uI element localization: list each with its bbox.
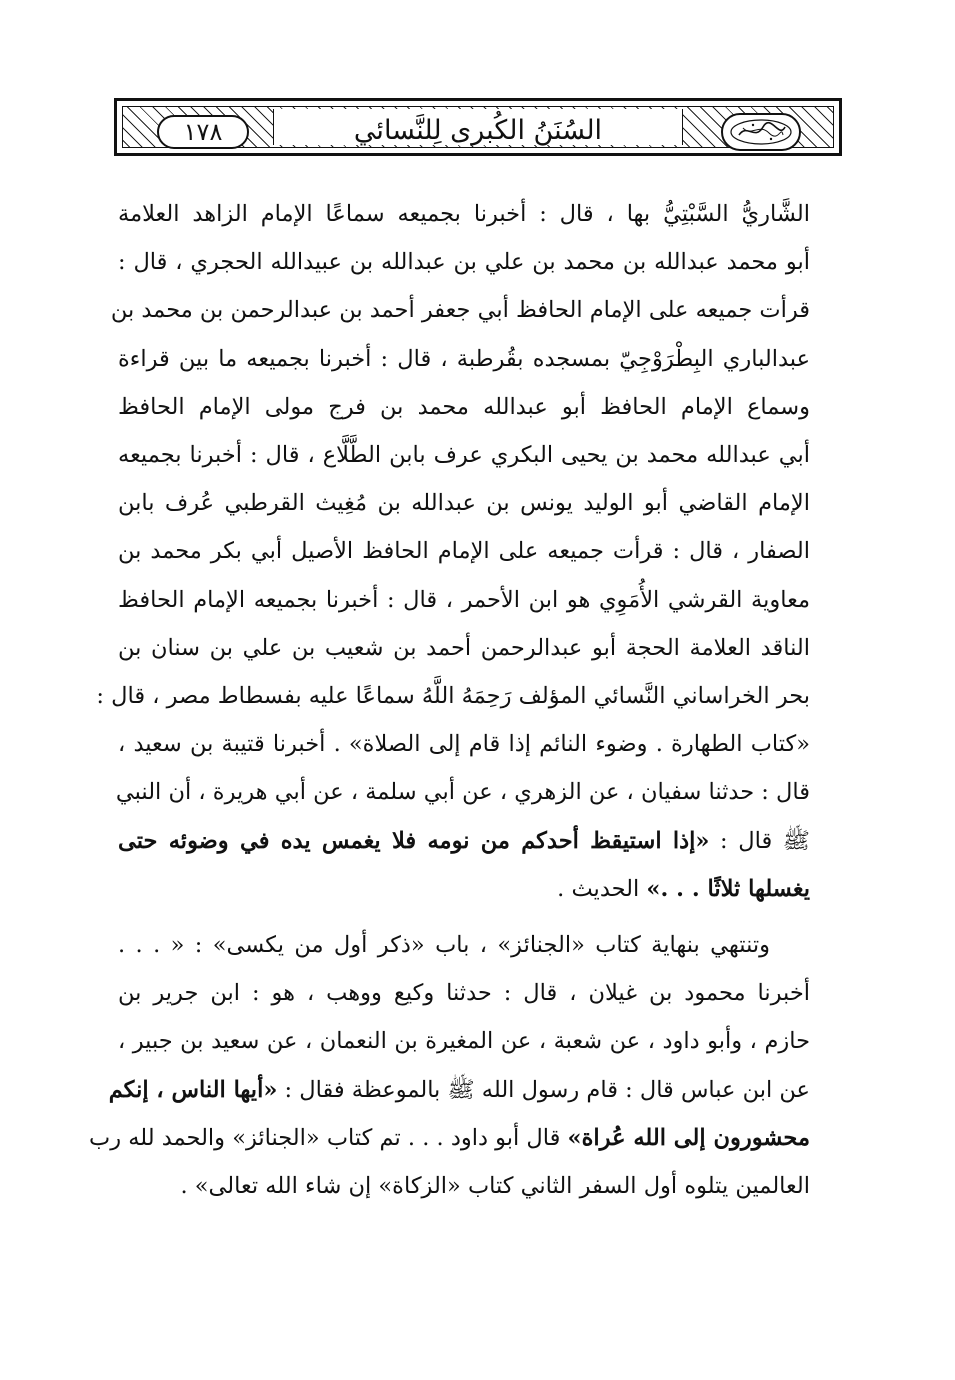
calligraphy-seal-icon <box>723 115 799 149</box>
text-run: عن ابن عباس قال : قام رسول الله ﷺ بالموعظة فقال : <box>277 1076 810 1103</box>
text-line <box>118 817 810 865</box>
text-line: عبدالباري البِطْرَوْجِيّ بمسجده بقُرطبة ، قال : أخبرنا بجميعه ما بين قراءة <box>118 345 810 372</box>
header-ornament-border <box>122 106 834 148</box>
page-title: السُنَنُ الكُبرى لِلنَّسائي <box>353 115 603 146</box>
hadith-quote: «أيها الناس ، إنكم <box>108 1076 278 1103</box>
book-seal-logo <box>721 113 801 151</box>
text-line: أبو محمد عبدالله بن محمد بن علي بن عبدالله بن عبيدالله الحجري ، قال : <box>118 249 810 276</box>
text-line: الشَّاريُّ السَّبْتِيُّ بها ، قال : أخبرنا بجميعه سماعًا الإمام الزاهد العلامة <box>118 201 810 227</box>
text-line: «كتاب الطهارة . وضوء النائم إذا قام إلى الصلاة» . أخبرنا قتيبة بن سعيد ، <box>118 731 810 758</box>
page-body <box>89 190 810 1210</box>
running-header <box>114 98 842 156</box>
text-run: ﷺ قال : <box>709 827 810 854</box>
hadith-quote-end: يغسلها ثلاثًا . . .» <box>646 875 810 902</box>
header-title-band <box>273 109 683 145</box>
text-line: أخبرنا محمود بن غيلان ، قال : حدثنا وكيع ووهب ، هو : ابن جرير بن <box>118 980 810 1007</box>
page-number-cartouche <box>157 115 249 149</box>
text-line <box>118 865 810 913</box>
page-number: ١٧٨ <box>183 118 223 146</box>
text-line <box>108 1066 810 1114</box>
text-line: أبي عبدالله محمد بن يحيى البكري عرف بابن الطَّلَّاع ، قال : أخبرنا بجميعه <box>118 442 810 469</box>
text-line: وتنتهي بنهاية كتاب «الجنائز» ، باب «ذكر أول من يكسى» : « . . . <box>118 932 770 959</box>
text-line: معاوية القرشي الأُمَوِي هو ابن الأحمر ، قال : أخبرنا بجميعه الإمام الحافظ <box>118 586 810 613</box>
hadith-quote-end: محشورون إلى الله عُراة» <box>567 1124 810 1151</box>
text-line: وسماع الإمام الحافظ أبو عبدالله محمد بن فرج مولى الإمام الحافظ <box>118 393 810 420</box>
text-line: حازم ، وأبو داود ، عن شعبة ، عن المغيرة بن النعمان ، عن سعيد بن جبير ، <box>118 1028 810 1055</box>
text-line: الإمام القاضي أبو الوليد يونس بن عبدالله بن مُغِيث القرطبي عُرف بابن <box>118 490 810 517</box>
paragraph-2 <box>89 921 810 1210</box>
paragraph-1 <box>96 190 810 913</box>
text-line <box>89 1114 810 1162</box>
text-line: قال : حدثنا سفيان ، عن الزهري ، عن أبي سلمة ، عن أبي هريرة ، أن النبي <box>115 779 810 806</box>
text-run: قال أبو داود . . . تم كتاب «الجنائز» والحمد لله رب <box>89 1124 568 1151</box>
hadith-quote: «إذا استيقظ أحدكم من نومه فلا يغمس يده في وضوئه حتى <box>118 827 710 854</box>
text-run: الحديث . <box>557 875 647 902</box>
text-line: الناقد العلامة الحجة أبو عبدالرحمن أحمد بن شعيب بن علي بن سنان بن <box>118 634 810 661</box>
text-line: العالمين يتلوه أول السفر الثاني كتاب «الزكاة» إن شاء الله تعالى» . <box>180 1173 810 1200</box>
text-line: الصفار ، قال : قرأت جميعه على الإمام الحافظ الأصيل أبي بكر محمد بن <box>118 538 810 565</box>
text-line: قرأت جميعه على الإمام الحافظ أبي جعفر أحمد بن عبدالرحمن بن محمد بن <box>110 297 810 324</box>
text-line: بحر الخراساني النَّسائي المؤلف رَحِمَهُ اللَّهُ سماعًا عليه بفسطاط مصر ، قال : <box>96 683 810 710</box>
